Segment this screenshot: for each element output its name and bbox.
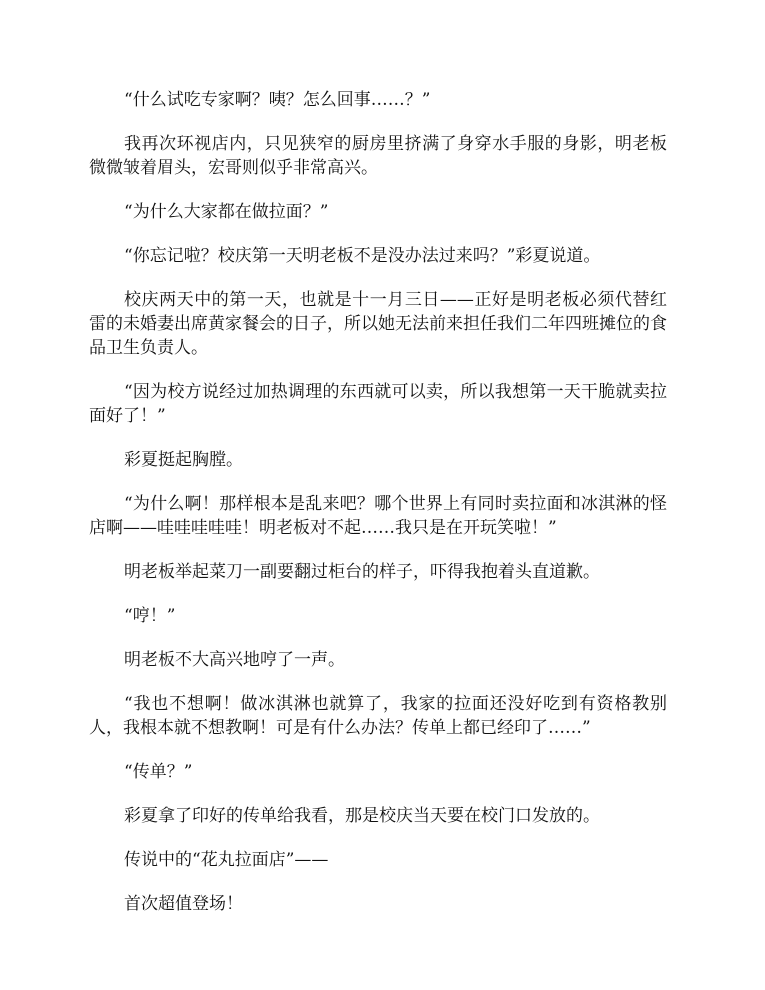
paragraph: “我也不想啊！做冰淇淋也就算了，我家的拉面还没好吃到有资格教别人，我根本就不想教啊！可是有什么办法？传单上都已经印了……” — [89, 694, 667, 738]
paragraph: 首次超值登场！ — [124, 894, 243, 914]
paragraph: “为什么大家都在做拉面？” — [124, 202, 329, 222]
paragraph: 校庆两天中的第一天，也就是十一月三日——正好是明老板必须代替红雷的未婚妻出席黄家餐会的日子，所以她无法前来担任我们二年四班摊位的食品卫生负责人。 — [89, 290, 667, 358]
paragraph: 彩夏拿了印好的传单给我看，那是校庆当天要在校门口发放的。 — [124, 806, 600, 826]
paragraph: “传单？” — [124, 762, 193, 782]
paragraph: 明老板不大高兴地哼了一声。 — [124, 650, 345, 670]
paragraph: 传说中的“花丸拉面店”—— — [124, 850, 329, 870]
paragraph: “什么试吃专家啊？咦？怎么回事……？” — [124, 90, 431, 110]
paragraph: 我再次环视店内，只见狭窄的厨房里挤满了身穿水手服的身影，明老板微微皱着眉头，宏哥则似乎非常高兴。 — [89, 134, 667, 178]
paragraph: 明老板举起菜刀一副要翻过柜台的样子，吓得我抱着头直道歉。 — [124, 562, 600, 582]
paragraph: “因为校方说经过加热调理的东西就可以卖，所以我想第一天干脆就卖拉面好了！” — [89, 382, 667, 426]
paragraph: “你忘记啦？校庆第一天明老板不是没办法过来吗？”彩夏说道。 — [124, 246, 601, 266]
paragraph: “哼！” — [124, 606, 176, 626]
paragraph: “为什么啊！那样根本是乱来吧？哪个世界上有同时卖拉面和冰淇淋的怪店啊——哇哇哇哇哇！明老板对不起……我只是在开玩笑啦！” — [89, 494, 667, 538]
paragraph: 彩夏挺起胸膛。 — [124, 450, 243, 470]
